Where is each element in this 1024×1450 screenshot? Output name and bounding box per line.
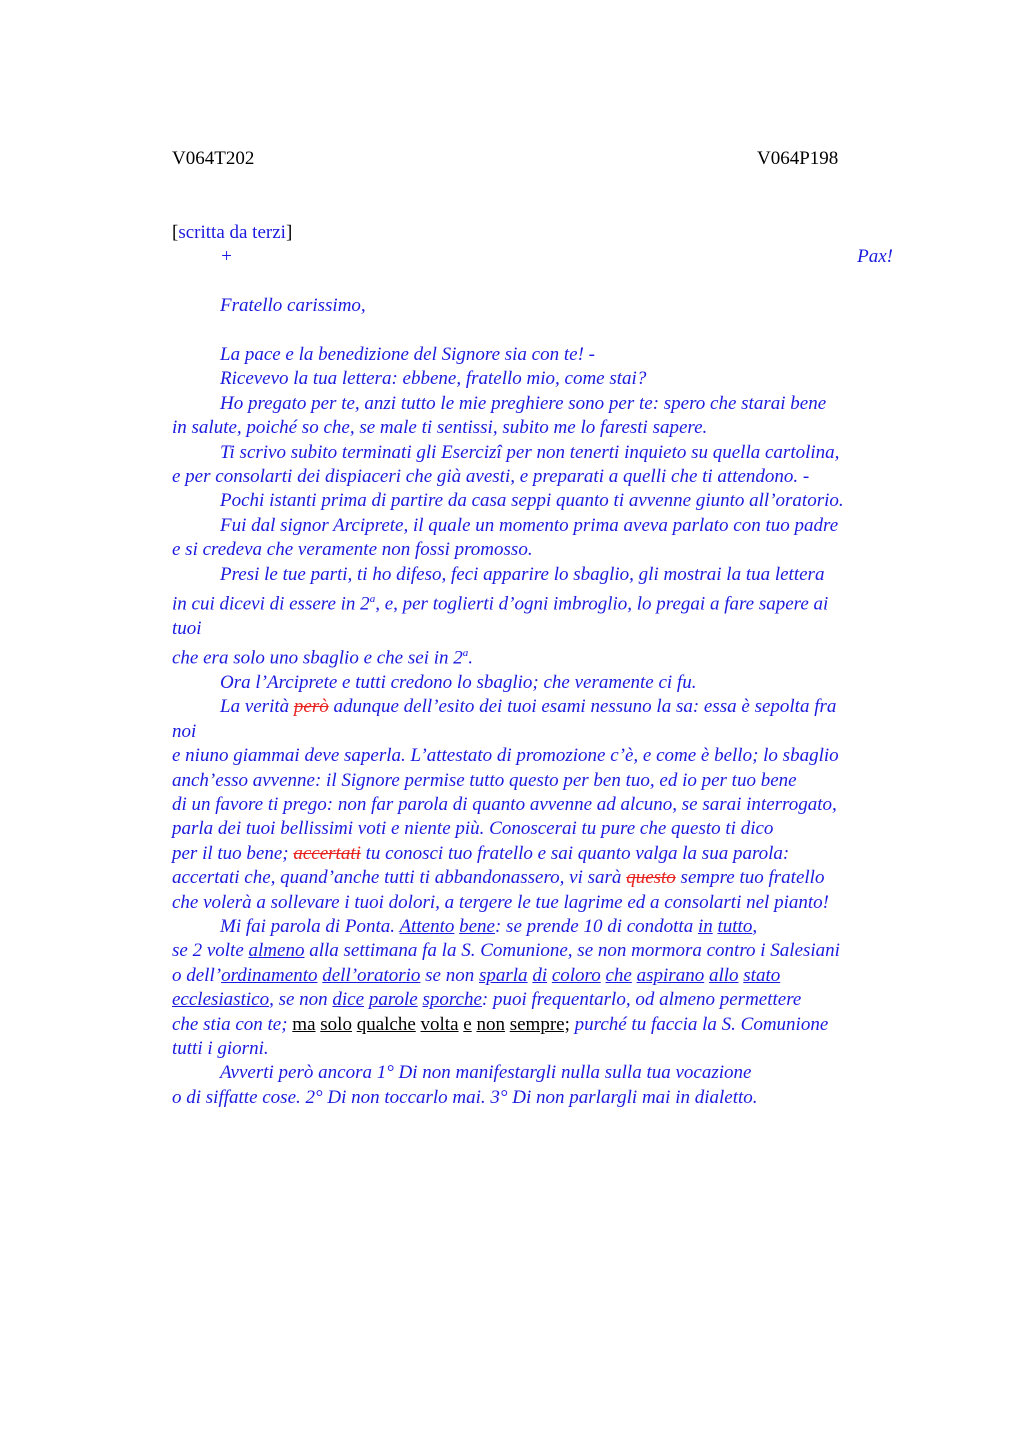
underlined-word: allo [708, 964, 739, 986]
editorial-note: [scritta da terzi] [172, 222, 293, 243]
text-line: per il tuo bene; accertati tu conosci tuo fratello e sai quanto valga la sua parola: [172, 842, 790, 864]
text-line: o di siffatte cose. 2° Di non toccarlo mai. 3° Di non parlargli mai in dialetto. [172, 1086, 758, 1108]
text-line: parla dei tuoi bellissimi voti e niente più. Conoscerai tu pure che questo ti dico [172, 818, 774, 840]
text-line: Presi le tue parti, ti ho difeso, feci apparire lo sbaglio, gli mostrai la tua lettera [220, 563, 825, 585]
text-line: di un favore ti prego: non far parola di quanto avvenne ad alcuno, se sarai interrogato, [172, 793, 837, 815]
underlined-word: bene [459, 916, 495, 937]
underlined-word: aspirano [636, 964, 705, 986]
text-line: anch’esso avvenne: il Signore permise tutto questo per ben tuo, ed io per tuo bene [172, 769, 797, 791]
text-line: Ti scrivo subito terminati gli Esercizî per non tenerti inquieto su quella cartolina, [220, 441, 840, 463]
underlined-word: ecclesiastico [172, 989, 270, 1011]
letter-body [172, 221, 902, 1110]
text-line: Mi fai parola di Ponta. Attento bene: se prende 10 di condotta in tutto, [220, 916, 758, 937]
text-line: che era solo uno sbaglio e che sei in 2$^a$. [172, 647, 474, 669]
underlined-word: ma [292, 1013, 316, 1035]
text-line: tutti i giorni. [172, 1038, 269, 1060]
underlined-word: Attento [399, 916, 455, 937]
underlined-word: parole [368, 989, 418, 1011]
text-line: Ricevevo la tua lettera: ebbene, fratello mio, come stai? [220, 368, 647, 390]
underlined-word: coloro [551, 964, 601, 986]
underlined-word: volta [420, 1013, 459, 1035]
underlined-word: e [463, 1013, 472, 1035]
underlined-word: ordinamento [221, 964, 318, 986]
text-line: o dell’ordinamento dell’oratorio se non sparla di coloro che aspirano allo stato [172, 964, 781, 986]
text-line: Ora l’Arciprete e tutti credono lo sbaglio; che veramente ci fu. [220, 671, 697, 693]
text-line: e si credeva che veramente non fossi promosso. [172, 539, 533, 561]
text-line: La pace e la benedizione del Signore sia con te! - [220, 344, 595, 365]
cross-symbol: + [220, 246, 233, 268]
deleted-word: però [293, 696, 329, 718]
underlined-word: stato [743, 964, 781, 986]
text-line: Pochi istanti prima di partire da casa seppi quanto ti avvenne giunto all’oratorio. [220, 490, 844, 512]
text-line: che volerà a sollevare i tuoi dolori, a tergere le tue lagrime ed a consolarti nel pianto! [172, 891, 829, 913]
text-line: Avverti però ancora 1° Di non manifestargli nulla sulla tua vocazione [220, 1062, 752, 1084]
superscript: a [369, 593, 376, 606]
text-line: La verità però adunque dell’esito dei tuoi esami nessuno la sa: essa è sepolta fra [220, 696, 837, 718]
deleted-word: questo [626, 867, 676, 889]
text-line: che stia con te; ma solo qualche volta e non sempre; purché tu faccia la S. Comunione [172, 1013, 829, 1035]
text-line: se 2 volte almeno alla settimana fa la S. Comunione, se non mormora contro i Salesiani [172, 940, 840, 962]
underlined-word: almeno [248, 940, 305, 962]
deleted-word: accertati [293, 842, 361, 864]
document-id-right: V064P198 [757, 148, 839, 169]
document-id-left: V064T202 [172, 148, 255, 169]
text-line: in salute, poiché so che, se male ti sentissi, subito me lo faresti sapere. [172, 417, 708, 439]
text-line: e niuno giammai deve saperla. L’attestato di promozione c’è, e come è bello; lo sbaglio [172, 745, 839, 767]
underlined-word: dice [332, 989, 365, 1011]
text-line: Fui dal signor Arciprete, il quale un momento prima aveva parlato con tuo padre [220, 514, 839, 536]
underlined-word: che [605, 964, 632, 986]
underlined-word: tutto [717, 916, 753, 937]
underlined-word: sempre; [509, 1013, 570, 1035]
text-line: tuoi [172, 617, 202, 639]
text-line: in cui dicevi di essere in 2$^a$, e, per toglierti d’ogni imbroglio, lo pregai a fare sapere ai [172, 593, 829, 615]
underlined-word: non [476, 1013, 505, 1035]
text-line: accertati che, quand’anche tutti ti abbandonassero, vi sarà questo sempre tuo fratello [172, 867, 825, 889]
salutation: Fratello carissimo, [220, 295, 366, 317]
underlined-word: di [532, 964, 548, 986]
underlined-word: sparla [478, 964, 528, 986]
letter-heading [172, 245, 902, 269]
text-line: e per consolarti dei dispiaceri che già avesti, e preparati a quelli che ti attendono. - [172, 466, 810, 488]
underlined-word: in [697, 916, 713, 937]
underlined-word: solo [320, 1013, 352, 1035]
pax-greeting: Pax! [857, 246, 893, 268]
text-line: noi [172, 720, 197, 742]
underlined-word: qualche [356, 1013, 416, 1035]
underlined-word: dell’oratorio [322, 964, 421, 986]
text-line: ecclesiastico, se non dice parole sporche: puoi frequentarlo, od almeno permettere [172, 989, 802, 1011]
superscript: a [462, 647, 469, 660]
underlined-word: sporche [422, 989, 482, 1011]
text-line: Ho pregato per te, anzi tutto le mie preghiere sono per te: spero che starai bene [220, 392, 827, 414]
editorial-note-label: scritta da terzi [178, 222, 286, 243]
